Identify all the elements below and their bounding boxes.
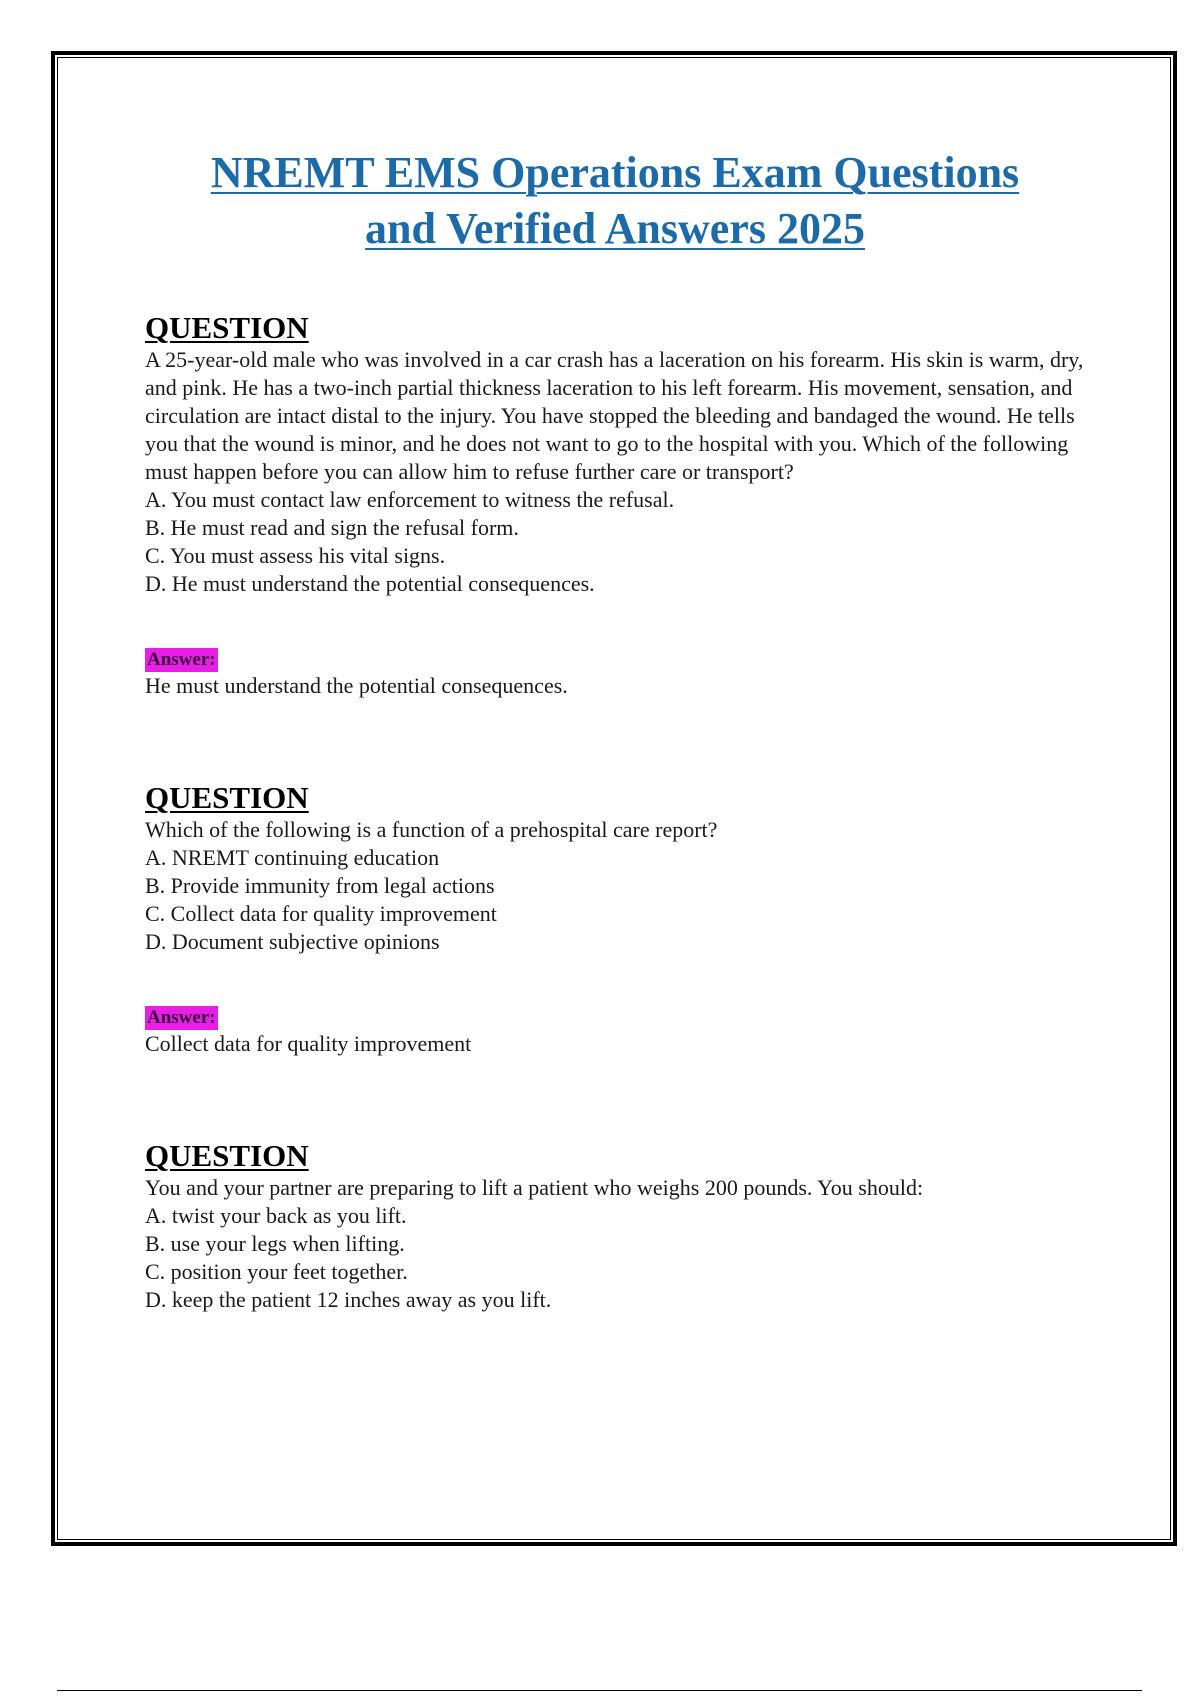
option-c: C. Collect data for quality improvement (145, 901, 497, 926)
option-d: D. Document subjective opinions (145, 929, 440, 954)
option-d: D. He must understand the potential consequences. (145, 571, 595, 596)
option-b: B. He must read and sign the refusal form. (145, 515, 519, 540)
question-body: Which of the following is a function of a prehospital care report? (145, 817, 718, 842)
question-body: A 25-year-old male who was involved in a car crash has a laceration on his forearm. His skin is warm, dry, and pink. He has a two-inch partial thickness laceration to his left forearm. His movement, sensation, and circulation are intact distal to the injury. You have stopped the bleeding and bandaged the wound. He tells you that the wound is minor, and he does not want to go to the hospital with you. Which of the following must happen before you can allow him to refuse further care or transport? (145, 347, 1084, 484)
answer-options (145, 1202, 1085, 1314)
document-title (145, 145, 1085, 257)
question-block-2 (145, 780, 1085, 1058)
option-b: B. Provide immunity from legal actions (145, 873, 495, 898)
question-text (145, 816, 1085, 844)
answer-label: Answer: (147, 1007, 216, 1028)
option-d: D. keep the patient 12 inches away as you lift. (145, 1287, 552, 1312)
option-a: A. twist your back as you lift. (145, 1203, 407, 1228)
document-content (145, 145, 1085, 1314)
option-a: A. You must contact law enforcement to witness the refusal. (145, 487, 675, 512)
answer-options (145, 844, 1085, 956)
answer-options (145, 486, 1085, 598)
option-b: B. use your legs when lifting. (145, 1231, 405, 1256)
question-block-3 (145, 1138, 1085, 1314)
question-body: You and your partner are preparing to lift a patient who weighs 200 pounds. You should: (145, 1175, 924, 1200)
footer-rule (57, 1690, 1142, 1691)
question-block-1 (145, 310, 1085, 700)
answer-label: Answer: (147, 649, 216, 670)
question-heading: QUESTION (145, 310, 309, 345)
answer-text: Collect data for quality improvement (145, 1031, 472, 1056)
option-c: C. position your feet together. (145, 1259, 408, 1284)
option-c: C. You must assess his vital signs. (145, 543, 446, 568)
option-a: A. NREMT continuing education (145, 845, 440, 870)
question-text (145, 1174, 1085, 1202)
document-title-line-1: NREMT EMS Operations Exam Questions (210, 148, 1020, 197)
document-title-line-2: and Verified Answers 2025 (365, 204, 865, 253)
answer-section (145, 1006, 1085, 1058)
question-heading: QUESTION (145, 1138, 309, 1173)
answer-text: He must understand the potential consequences. (145, 673, 568, 698)
question-heading: QUESTION (145, 780, 309, 815)
answer-section (145, 648, 1085, 700)
question-text (145, 346, 1085, 486)
